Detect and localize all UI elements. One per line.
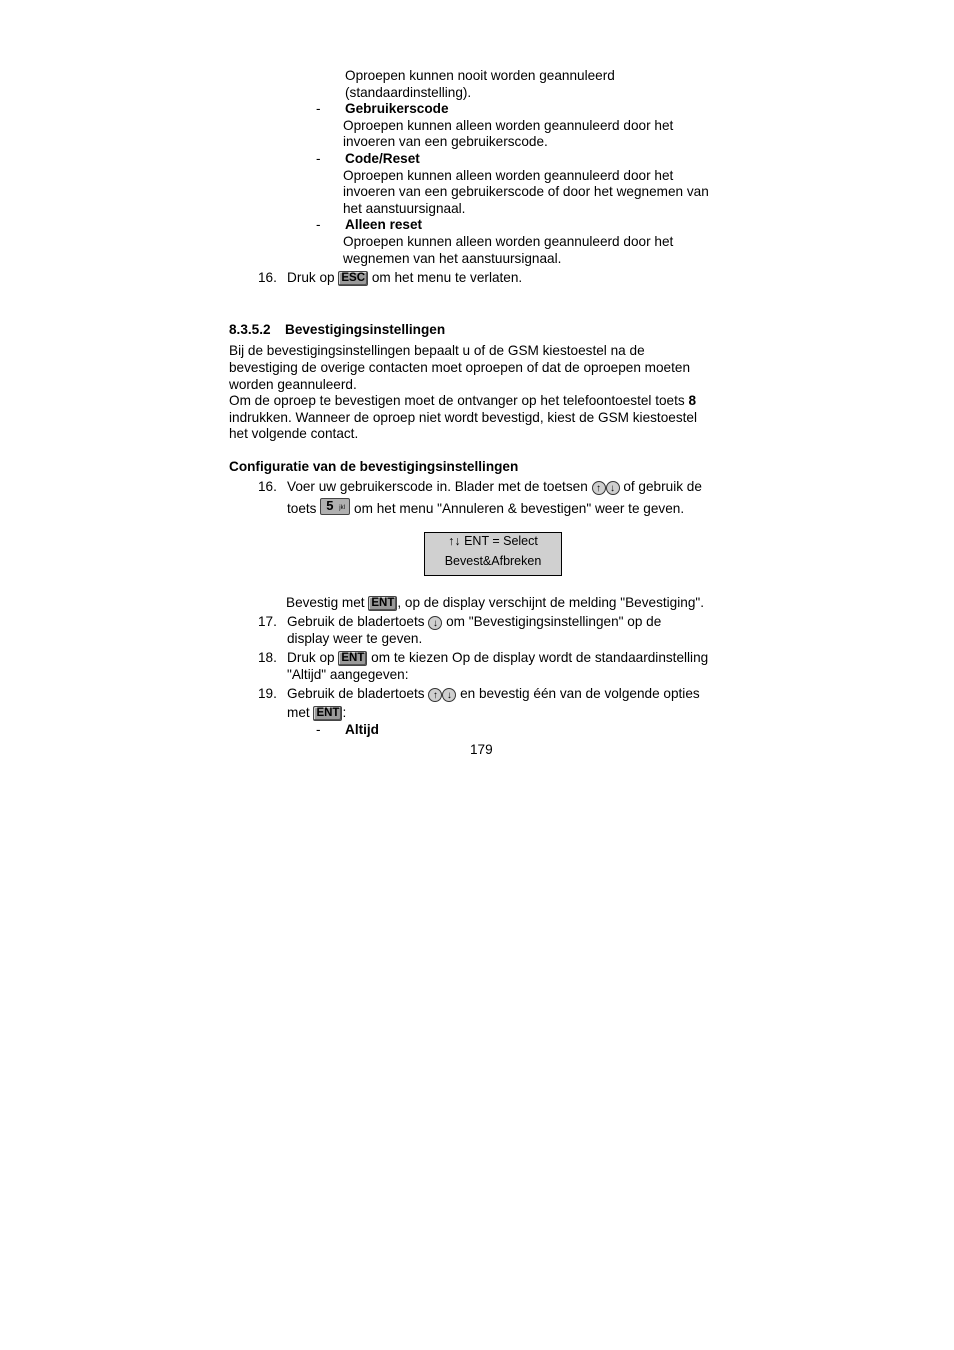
step-text: Druk op bbox=[287, 650, 335, 665]
step-text: Druk op bbox=[287, 270, 335, 285]
lcd-line-1: ↑↓ ENT = Select bbox=[448, 534, 538, 548]
body-text: bevestiging de overige contacten moet oproepen of dat de oproepen moeten bbox=[229, 360, 691, 375]
ent-key-icon: ENT bbox=[313, 706, 342, 721]
option-text: Oproepen kunnen alleen worden geannuleerd door het bbox=[343, 234, 674, 249]
confirm-ent-line bbox=[286, 595, 704, 612]
ent-key-icon: ENT bbox=[338, 651, 367, 666]
page-number: 179 bbox=[470, 742, 493, 757]
lcd-display bbox=[424, 532, 562, 576]
step-text: om te kiezen Op de display wordt de standaardinstelling bbox=[371, 650, 709, 665]
option-title: Alleen reset bbox=[345, 217, 423, 232]
step-text: , op de display verschijnt de melding "Bevestiging". bbox=[397, 595, 704, 610]
list-dash: - bbox=[316, 101, 321, 116]
ent-key-icon: ENT bbox=[368, 596, 397, 611]
step-text: Voer uw gebruikerscode in. Blader met de toetsen bbox=[287, 479, 588, 494]
body-text: Bij de bevestigingsinstellingen bepaalt u of de GSM kiestoestel na de bbox=[229, 343, 645, 358]
step-19-line2 bbox=[287, 705, 346, 722]
up-arrow-key-icon: ↑ bbox=[428, 688, 442, 702]
option-text: invoeren van een gebruikerscode. bbox=[343, 134, 548, 149]
body-text: indrukken. Wanneer de oproep niet wordt bevestigd, kiest de GSM kiestoestel bbox=[229, 410, 697, 425]
body-text: Oproepen kunnen nooit worden geannuleerd bbox=[345, 68, 615, 83]
body-text: Om de oproep te bevestigen moet de ontvanger op het telefoontoestel toets bbox=[229, 393, 685, 408]
esc-key-icon: ESC bbox=[338, 271, 368, 286]
step-16b-line1 bbox=[287, 479, 702, 496]
step-text: display weer te geven. bbox=[287, 631, 423, 646]
step-text: : bbox=[342, 705, 347, 720]
body-text-confirm bbox=[229, 393, 696, 410]
list-dash: - bbox=[316, 722, 321, 737]
step-18-line1 bbox=[287, 650, 708, 667]
down-arrow-key-icon: ↓ bbox=[606, 481, 620, 495]
step-text: "Altijd" aangegeven: bbox=[287, 667, 409, 682]
step-number: 17. bbox=[258, 614, 277, 629]
section-number: 8.3.5.2 bbox=[229, 322, 271, 337]
step-text: om "Bevestigingsinstellingen" op de bbox=[446, 614, 662, 629]
option-text: Oproepen kunnen alleen worden geannuleerd door het bbox=[343, 168, 674, 183]
list-dash: - bbox=[316, 217, 321, 232]
option-text: invoeren van een gebruikerscode of door het wegnemen van bbox=[343, 184, 709, 199]
option-text: het aanstuursignaal. bbox=[343, 201, 466, 216]
step-text: Gebruik de bladertoets bbox=[287, 614, 425, 629]
step-text: met bbox=[287, 705, 310, 720]
up-arrow-key-icon: ↑ bbox=[592, 481, 606, 495]
list-dash: - bbox=[316, 151, 321, 166]
body-text: het volgende contact. bbox=[229, 426, 359, 441]
down-arrow-key-icon: ↓ bbox=[442, 688, 456, 702]
down-arrow-key-icon: ↓ bbox=[428, 616, 442, 630]
body-text: worden geannuleerd. bbox=[229, 377, 357, 392]
option-text: wegnemen van het aanstuursignaal. bbox=[343, 251, 562, 266]
step-text: Gebruik de bladertoets bbox=[287, 686, 425, 701]
option-title: Code/Reset bbox=[345, 151, 420, 166]
section-title: Bevestigingsinstellingen bbox=[285, 322, 446, 337]
step-19-line1 bbox=[287, 686, 700, 703]
step-number: 16. bbox=[258, 270, 277, 285]
option-title: Altijd bbox=[345, 722, 379, 737]
step-text: om het menu "Annuleren & bevestigen" weer te geven. bbox=[354, 501, 685, 516]
step-17-line1 bbox=[287, 614, 661, 631]
lcd-line-2: Bevest&Afbreken bbox=[444, 554, 542, 568]
step-number: 16. bbox=[258, 479, 277, 494]
step-text: en bevestig één van de volgende opties bbox=[460, 686, 700, 701]
step-number: 18. bbox=[258, 650, 277, 665]
option-text: Oproepen kunnen alleen worden geannuleerd door het bbox=[343, 118, 674, 133]
step-text: toets bbox=[287, 501, 317, 516]
step-16-text bbox=[287, 270, 522, 287]
step-number: 19. bbox=[258, 686, 277, 701]
step-text: of gebruik de bbox=[623, 479, 702, 494]
body-text: (standaardinstelling). bbox=[345, 85, 472, 100]
step-text: Bevestig met bbox=[286, 595, 365, 610]
key-5-icon: 5 jkl bbox=[320, 498, 350, 515]
step-16b-line2 bbox=[287, 498, 684, 518]
key-digit: 8 bbox=[688, 393, 697, 408]
option-title: Gebruikerscode bbox=[345, 101, 449, 116]
subheading: Configuratie van de bevestigingsinstellingen bbox=[229, 459, 519, 474]
step-text: om het menu te verlaten. bbox=[371, 270, 523, 285]
